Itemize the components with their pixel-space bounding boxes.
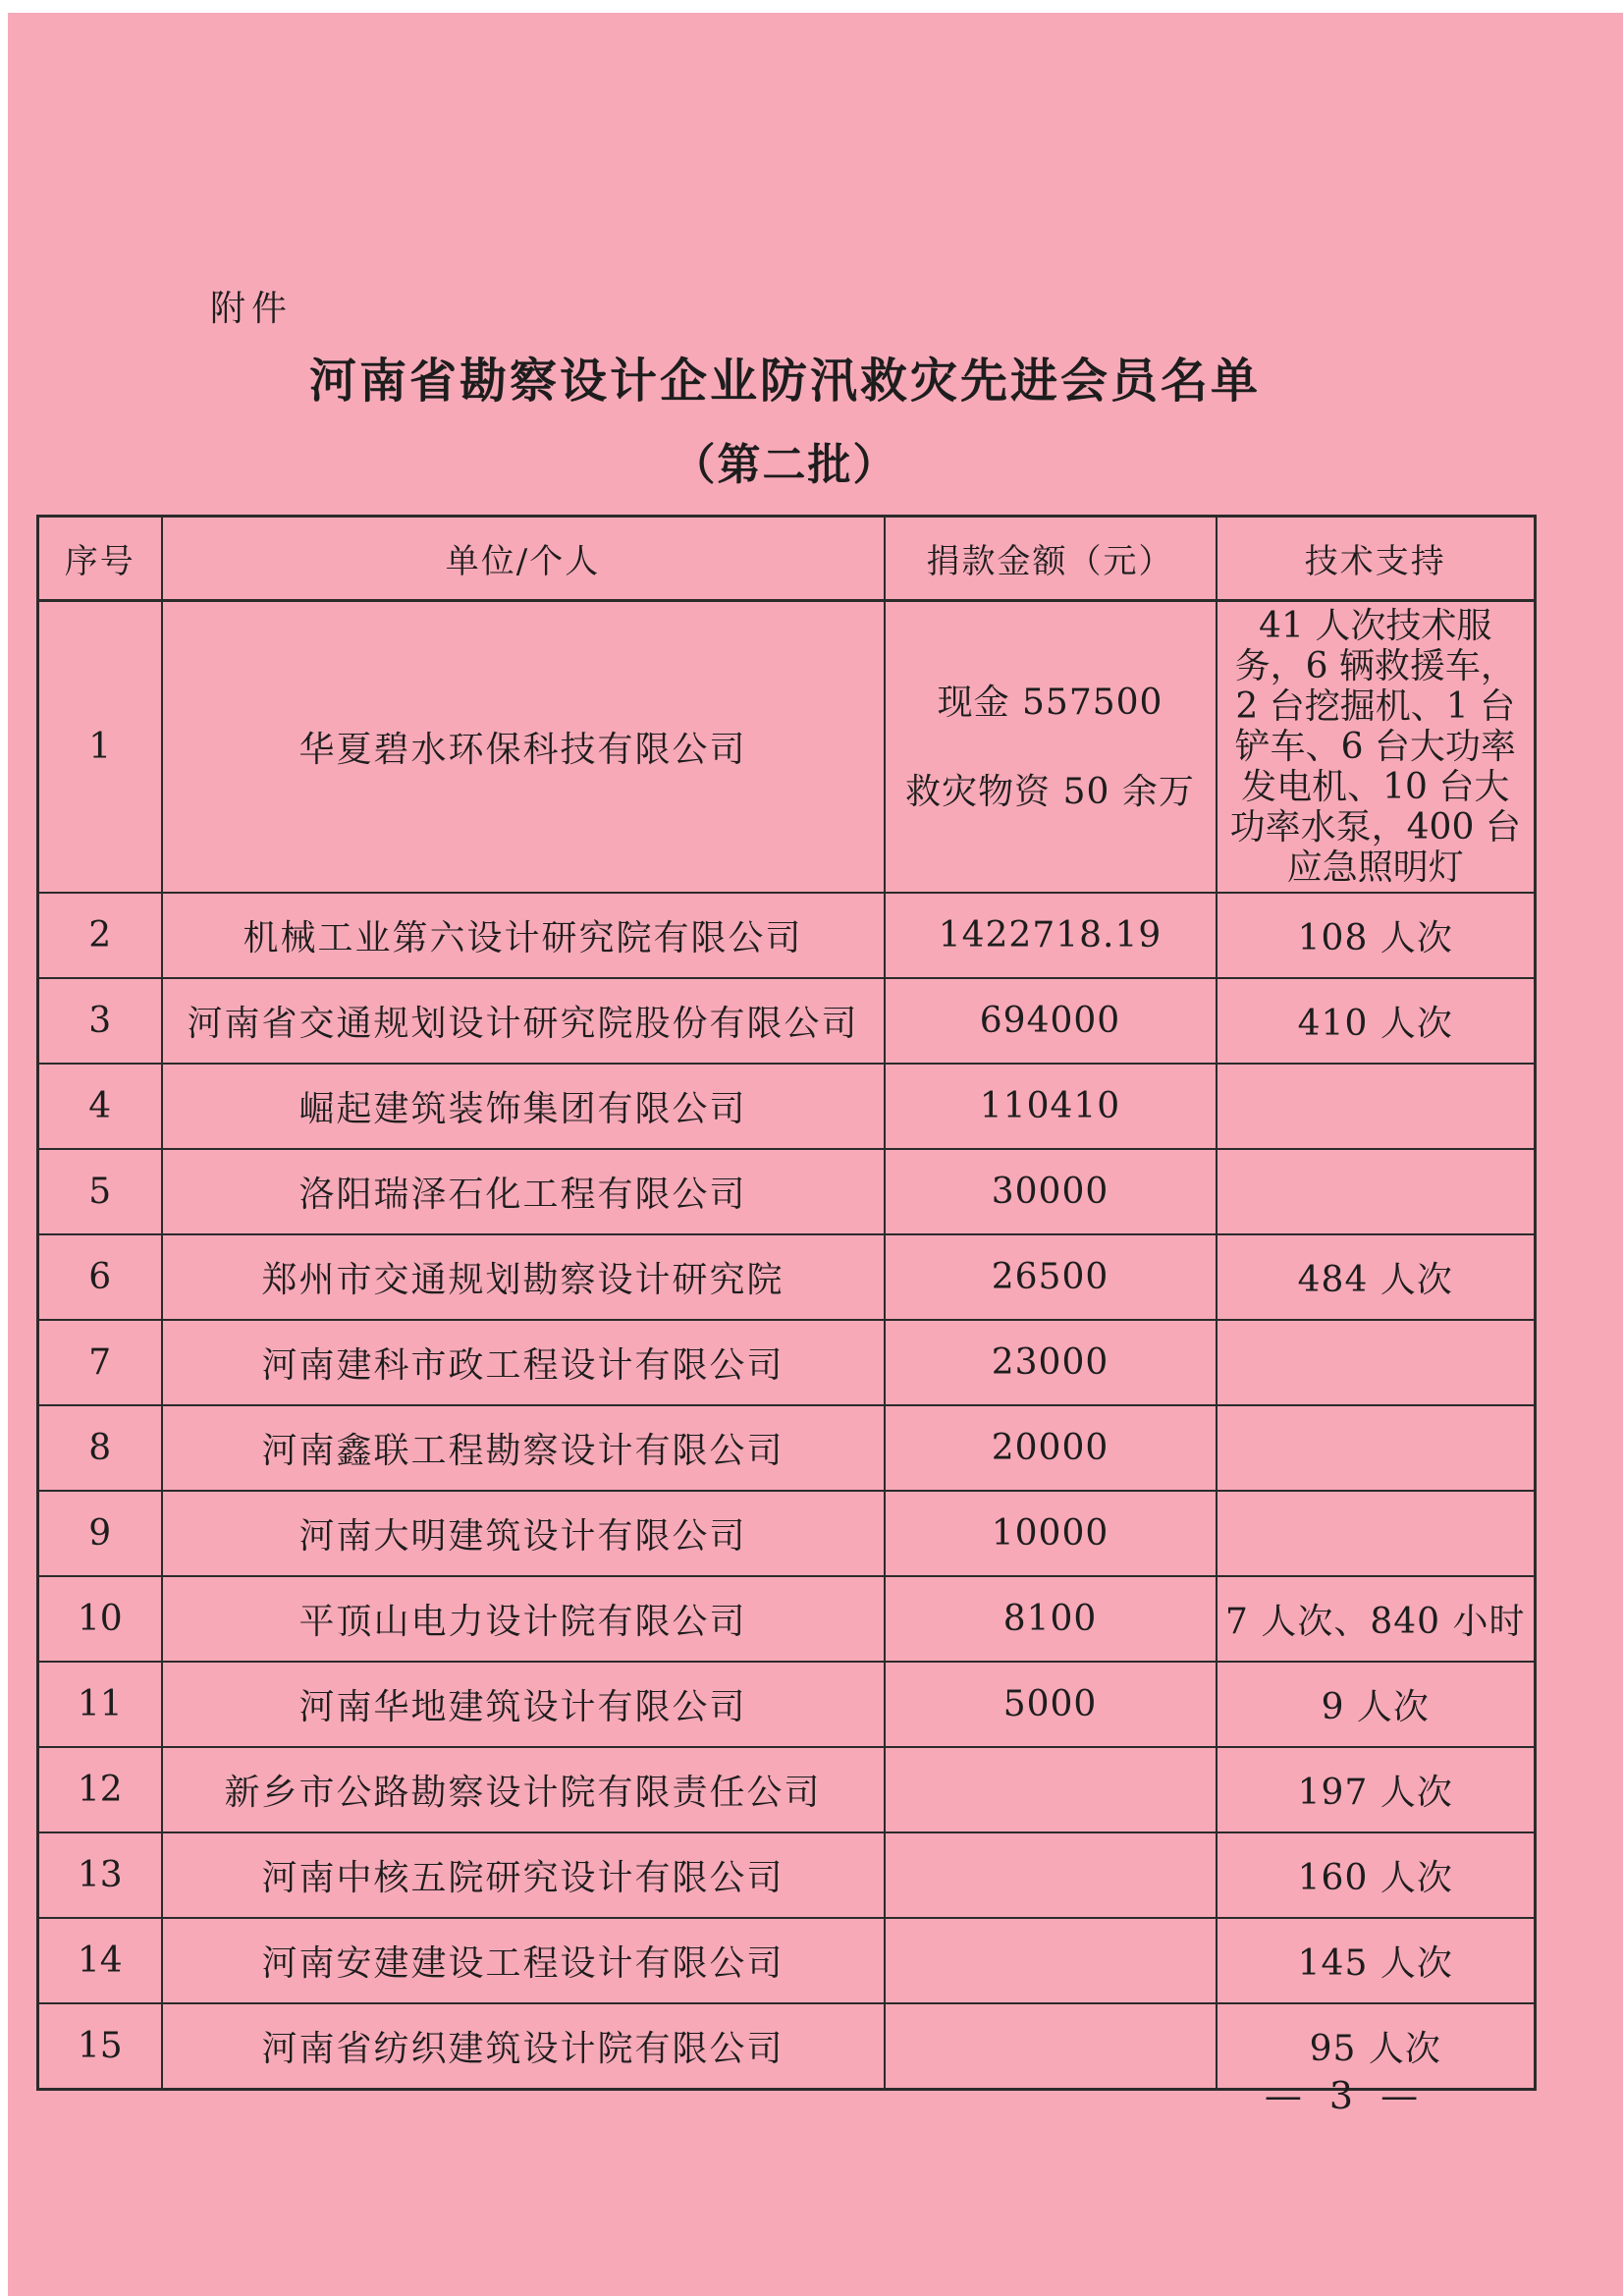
cell-company-name: 河南安建建设工程设计有限公司 xyxy=(162,1918,885,2003)
cell-donation-amount xyxy=(885,2003,1217,2089)
cell-tech-support: 197 人次 xyxy=(1217,1747,1536,1832)
table-row xyxy=(38,1234,1536,1320)
cell-tech-support xyxy=(1217,1491,1536,1576)
cell-tech-support xyxy=(1217,1149,1536,1234)
cell-seq-number: 12 xyxy=(38,1747,162,1832)
cell-donation-amount: 1422718.19 xyxy=(885,893,1217,978)
table-row xyxy=(38,1576,1536,1662)
table-row xyxy=(38,1405,1536,1491)
cell-company-name: 郑州市交通规划勘察设计研究院 xyxy=(162,1234,885,1320)
cell-donation-amount xyxy=(885,1747,1217,1832)
cell-donation-amount: 26500 xyxy=(885,1234,1217,1320)
document-subtitle: （第二批） xyxy=(672,440,898,490)
cell-seq-number: 10 xyxy=(38,1576,162,1662)
cell-seq-number: 11 xyxy=(38,1662,162,1747)
table-row xyxy=(38,1491,1536,1576)
member-table-body xyxy=(38,601,1536,2090)
cell-donation-amount: 8100 xyxy=(885,1576,1217,1662)
page-number: — 3 — xyxy=(1264,2074,1427,2117)
cell-donation-amount: 5000 xyxy=(885,1662,1217,1747)
table-row xyxy=(38,1747,1536,1832)
cell-donation-amount: 30000 xyxy=(885,1149,1217,1234)
cell-company-name: 崛起建筑装饰集团有限公司 xyxy=(162,1064,885,1149)
cell-company-name: 华夏碧水环保科技有限公司 xyxy=(162,601,885,894)
cell-company-name: 河南鑫联工程勘察设计有限公司 xyxy=(162,1405,885,1491)
cell-seq-number: 8 xyxy=(38,1405,162,1491)
cell-company-name: 洛阳瑞泽石化工程有限公司 xyxy=(162,1149,885,1234)
cell-company-name: 河南建科市政工程设计有限公司 xyxy=(162,1320,885,1405)
cell-tech-support: 108 人次 xyxy=(1217,893,1536,978)
cell-donation-amount: 23000 xyxy=(885,1320,1217,1405)
cell-company-name: 新乡市公路勘察设计院有限责任公司 xyxy=(162,1747,885,1832)
cell-seq-number: 9 xyxy=(38,1491,162,1576)
col-header-name: 单位/个人 xyxy=(162,517,885,601)
cell-seq-number: 15 xyxy=(38,2003,162,2089)
cell-seq-number: 5 xyxy=(38,1149,162,1234)
table-row xyxy=(38,1832,1536,1918)
cell-donation-amount: 694000 xyxy=(885,978,1217,1064)
table-row xyxy=(38,978,1536,1064)
member-table xyxy=(36,515,1537,2091)
cell-seq-number: 6 xyxy=(38,1234,162,1320)
cell-seq-number: 1 xyxy=(38,601,162,894)
cell-seq-number: 4 xyxy=(38,1064,162,1149)
cell-donation-amount: 10000 xyxy=(885,1491,1217,1576)
cell-tech-support: 95 人次 xyxy=(1217,2003,1536,2089)
cell-tech-support: 410 人次 xyxy=(1217,978,1536,1064)
table-row xyxy=(38,1662,1536,1747)
col-header-tech: 技术支持 xyxy=(1217,517,1536,601)
cell-seq-number: 14 xyxy=(38,1918,162,2003)
col-header-amount: 捐款金额（元） xyxy=(885,517,1217,601)
cell-tech-support: 160 人次 xyxy=(1217,1832,1536,1918)
cell-donation-amount: 110410 xyxy=(885,1064,1217,1149)
cell-donation-amount: 现金 557500 救灾物资 50 余万 xyxy=(885,601,1217,894)
cell-tech-support: 41 人次技术服务，6 辆救援车，2 台挖掘机、1 台铲车、6 台大功率发电机、10 台大功率水泵，400 台应急照明灯 xyxy=(1217,601,1536,894)
cell-tech-support: 484 人次 xyxy=(1217,1234,1536,1320)
cell-seq-number: 2 xyxy=(38,893,162,978)
cell-seq-number: 13 xyxy=(38,1832,162,1918)
table-row xyxy=(38,601,1536,894)
table-header-row xyxy=(38,517,1536,601)
cell-tech-support xyxy=(1217,1320,1536,1405)
cell-company-name: 河南中核五院研究设计有限公司 xyxy=(162,1832,885,1918)
cell-tech-support: 7 人次、840 小时 xyxy=(1217,1576,1536,1662)
cell-tech-support xyxy=(1217,1405,1536,1491)
table-row xyxy=(38,893,1536,978)
cell-donation-amount: 20000 xyxy=(885,1405,1217,1491)
cell-tech-support xyxy=(1217,1064,1536,1149)
cell-company-name: 机械工业第六设计研究院有限公司 xyxy=(162,893,885,978)
cell-tech-support: 145 人次 xyxy=(1217,1918,1536,2003)
cell-company-name: 平顶山电力设计院有限公司 xyxy=(162,1576,885,1662)
cell-donation-amount xyxy=(885,1918,1217,2003)
table-row xyxy=(38,1918,1536,2003)
cell-seq-number: 7 xyxy=(38,1320,162,1405)
col-header-seq: 序号 xyxy=(38,517,162,601)
attachment-label: 附件 xyxy=(210,289,294,329)
cell-company-name: 河南省交通规划设计研究院股份有限公司 xyxy=(162,978,885,1064)
cell-company-name: 河南省纺织建筑设计院有限公司 xyxy=(162,2003,885,2089)
cell-tech-support: 9 人次 xyxy=(1217,1662,1536,1747)
cell-donation-amount xyxy=(885,1832,1217,1918)
cell-company-name: 河南华地建筑设计有限公司 xyxy=(162,1662,885,1747)
table-row xyxy=(38,1320,1536,1405)
table-row xyxy=(38,1149,1536,1234)
table-row xyxy=(38,1064,1536,1149)
cell-seq-number: 3 xyxy=(38,978,162,1064)
cell-company-name: 河南大明建筑设计有限公司 xyxy=(162,1491,885,1576)
document-title: 河南省勘察设计企业防汛救灾先进会员名单 xyxy=(308,354,1261,409)
